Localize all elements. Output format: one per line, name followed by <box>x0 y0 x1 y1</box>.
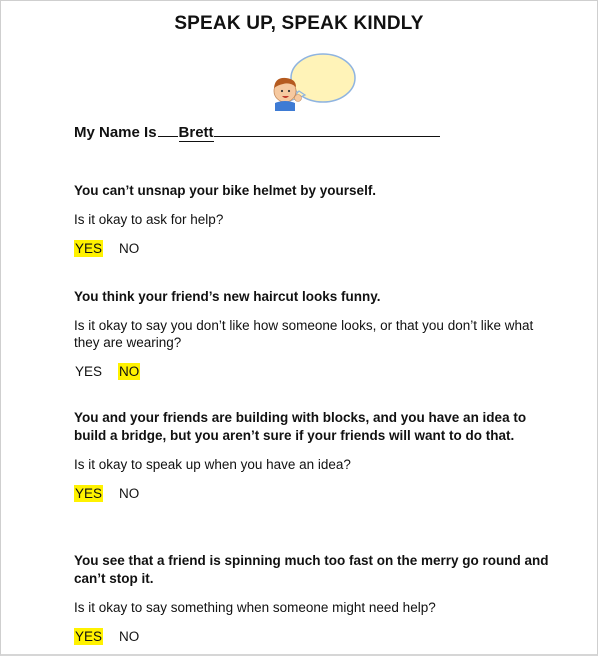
question-1 <box>74 182 554 257</box>
boy-speech-bubble-icon <box>263 51 363 111</box>
yes-option[interactable]: YES <box>75 629 103 644</box>
question-prompt: Is it okay to say something when someone might need help? <box>74 600 436 615</box>
yes-option[interactable]: YES <box>75 364 103 379</box>
yes-option[interactable]: YES <box>75 486 103 501</box>
question-scenario: You can’t unsnap your bike helmet by yourself. <box>74 183 377 198</box>
name-value[interactable]: Brett <box>178 124 214 141</box>
name-blank-lead <box>158 122 178 137</box>
question-prompt: Is it okay to ask for help? <box>74 212 224 227</box>
question-4 <box>74 552 554 645</box>
question-prompt: Is it okay to say you don’t like how someone looks, or that you don’t like what they are wearing? <box>74 318 534 350</box>
name-line <box>74 122 440 142</box>
name-blank-trail <box>214 122 440 137</box>
question-scenario: You think your friend’s new haircut looks funny. <box>74 289 381 304</box>
no-option[interactable]: NO <box>119 364 140 379</box>
question-3 <box>74 409 554 502</box>
no-option[interactable]: NO <box>119 629 140 644</box>
yes-option[interactable]: YES <box>75 241 103 256</box>
answer-options <box>74 485 554 502</box>
no-option[interactable]: NO <box>119 241 140 256</box>
answer-options <box>74 240 554 257</box>
answer-options <box>74 363 554 380</box>
name-label: My Name Is <box>74 124 157 141</box>
question-scenario: You see that a friend is spinning much too fast on the merry go round and can’t stop it. <box>74 553 549 586</box>
question-scenario: You and your friends are building with blocks, and you have an idea to build a bridge, but you aren’t sure if your friends will want to do that. <box>74 410 527 443</box>
question-2 <box>74 288 554 380</box>
question-prompt: Is it okay to speak up when you have an idea? <box>74 457 351 472</box>
page-title: SPEAK UP, SPEAK KINDLY <box>174 13 424 34</box>
no-option[interactable]: NO <box>119 486 140 501</box>
answer-options <box>74 628 554 645</box>
